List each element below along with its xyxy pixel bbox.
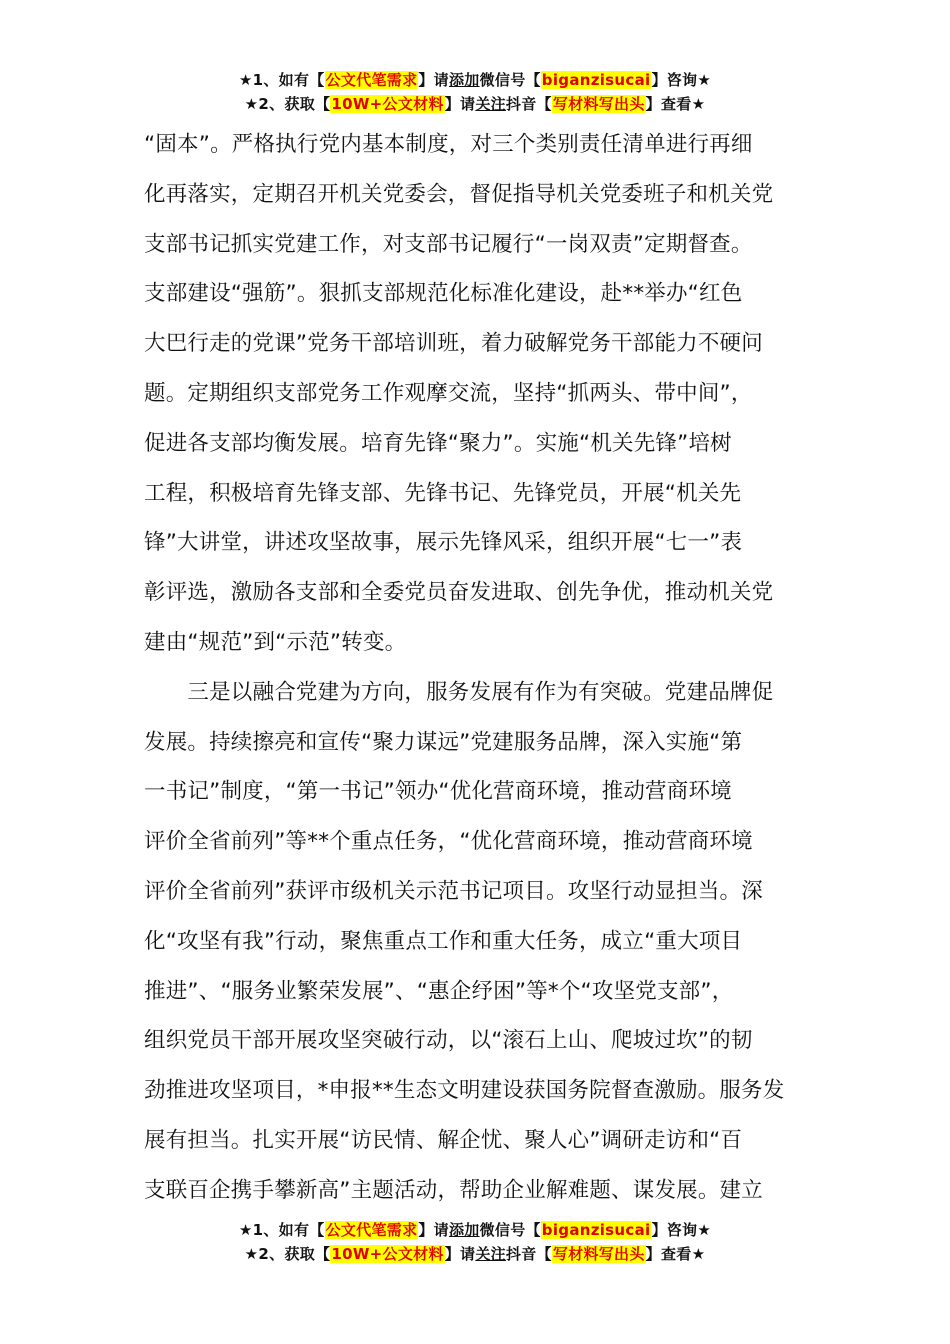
body-line: 展有担当。扎实开展“访民情、解企忧、聚人心”调研走访和“百 [144, 1127, 743, 1153]
header-line-1-prefix: ★1、如有【 [238, 71, 325, 89]
body-line: 化“攻坚有我”行动，聚焦重点工作和重大任务，成立“重大项目 [144, 928, 743, 954]
body-line: 推进”、“服务业繁荣发展”、“惠企纾困”等*个“攻坚党支部”， [144, 978, 734, 1004]
footer-line-2 [0, 1242, 950, 1266]
footer-banner [0, 1218, 950, 1266]
header-line-1 [0, 68, 950, 92]
body-line: 促进各支部均衡发展。培育先锋“聚力”。实施“机关先锋”培树 [144, 430, 732, 456]
body-line: 评价全省前列”获评市级机关示范书记项目。攻坚行动显担当。深 [144, 878, 763, 904]
body-line: 支部书记抓实党建工作，对支部书记履行“一岗双责”定期督查。 [144, 231, 753, 257]
header-line-2-mid: 】请 [444, 95, 476, 113]
document-body [144, 120, 834, 1216]
footer-line-1-highlight-wechat-id: biganzisucai [541, 1221, 651, 1239]
header-banner [0, 68, 950, 116]
header-line-1-mid2: 微信号【 [479, 71, 541, 89]
header-line-2-underlined: 关注 [475, 95, 506, 113]
body-line: 一书记”制度，“第一书记”领办“优化营商环境，推动营商环境 [144, 779, 732, 805]
body-line: 支联百企携手攀新高”主题活动，帮助企业解难题、谋发展。建立 [144, 1177, 763, 1203]
body-line: 劲推进攻坚项目，*申报**生态文明建设获国务院督查激励。服务发 [144, 1078, 785, 1104]
body-line: 支部建设“强筋”。狠抓支部规范化标准化建设，赴**举办“红色 [144, 281, 743, 307]
header-line-2-mid2: 抖音【 [505, 95, 552, 113]
header-line-1-suffix: 】咨询★ [651, 71, 712, 89]
header-line-1-highlight-service: 公文代笔需求 [325, 71, 418, 89]
footer-line-1-highlight-service: 公文代笔需求 [325, 1221, 418, 1239]
body-line: 工程，积极培育先锋支部、先锋书记、先锋党员，开展“机关先 [144, 480, 742, 506]
footer-line-2-prefix: ★2、获取【 [244, 1245, 331, 1263]
footer-line-1-underlined: 添加 [448, 1221, 480, 1239]
body-line: 大巴行走的党课”党务干部培训班，着力破解党务干部能力不硬问 [144, 331, 763, 357]
body-line: 评价全省前列”等**个重点任务，“优化营商环境，推动营商环境 [144, 829, 753, 855]
body-line: 锋”大讲堂，讲述攻坚故事，展示先锋风采，组织开展“七一”表 [144, 530, 743, 556]
header-line-2-suffix: 】查看★ [645, 95, 706, 113]
footer-line-2-mid: 】请 [444, 1245, 476, 1263]
footer-line-2-suffix: 】查看★ [645, 1245, 706, 1263]
header-line-2 [0, 92, 950, 116]
body-line: 化再落实，定期召开机关党委会，督促指导机关党委班子和机关党 [144, 181, 774, 207]
footer-line-1 [0, 1218, 950, 1242]
body-line: 发展。持续擦亮和宣传“聚力谋远”党建服务品牌，深入实施“第 [144, 729, 743, 755]
header-line-2-highlight-materials: 10W+公文材料 [331, 95, 444, 113]
body-line: 三是以融合党建为方向，服务发展有作为有突破。党建品牌促 [144, 679, 774, 705]
footer-line-1-mid: 】请 [418, 1221, 449, 1239]
footer-line-1-mid2: 微信号【 [479, 1221, 541, 1239]
footer-line-2-mid2: 抖音【 [505, 1245, 552, 1263]
footer-line-1-suffix: 】咨询★ [651, 1221, 712, 1239]
footer-line-2-underlined: 关注 [475, 1245, 506, 1263]
header-line-2-prefix: ★2、获取【 [244, 95, 331, 113]
header-line-2-highlight-douyin: 写材料写出头 [552, 95, 645, 113]
footer-line-1-prefix: ★1、如有【 [238, 1221, 325, 1239]
body-line: “固本”。严格执行党内基本制度，对三个类别责任清单进行再细 [144, 132, 753, 157]
footer-line-2-highlight-douyin: 写材料写出头 [552, 1245, 645, 1263]
body-line: 彰评选，激励各支部和全委党员奋发进取、创先争优，推动机关党 [144, 580, 774, 606]
header-line-1-highlight-wechat-id: biganzisucai [541, 71, 651, 89]
header-line-1-underlined: 添加 [448, 71, 480, 89]
body-line: 题。定期组织支部党务工作观摩交流，坚持“抓两头、带中间”， [144, 380, 753, 406]
footer-line-2-highlight-materials: 10W+公文材料 [331, 1245, 444, 1263]
body-line: 建由“规范”到“示范”转变。 [144, 629, 407, 655]
body-line: 组织党员干部开展攻坚突破行动，以“滚石上山、爬坡过坎”的韧 [144, 1028, 753, 1054]
header-line-1-mid: 】请 [418, 71, 449, 89]
